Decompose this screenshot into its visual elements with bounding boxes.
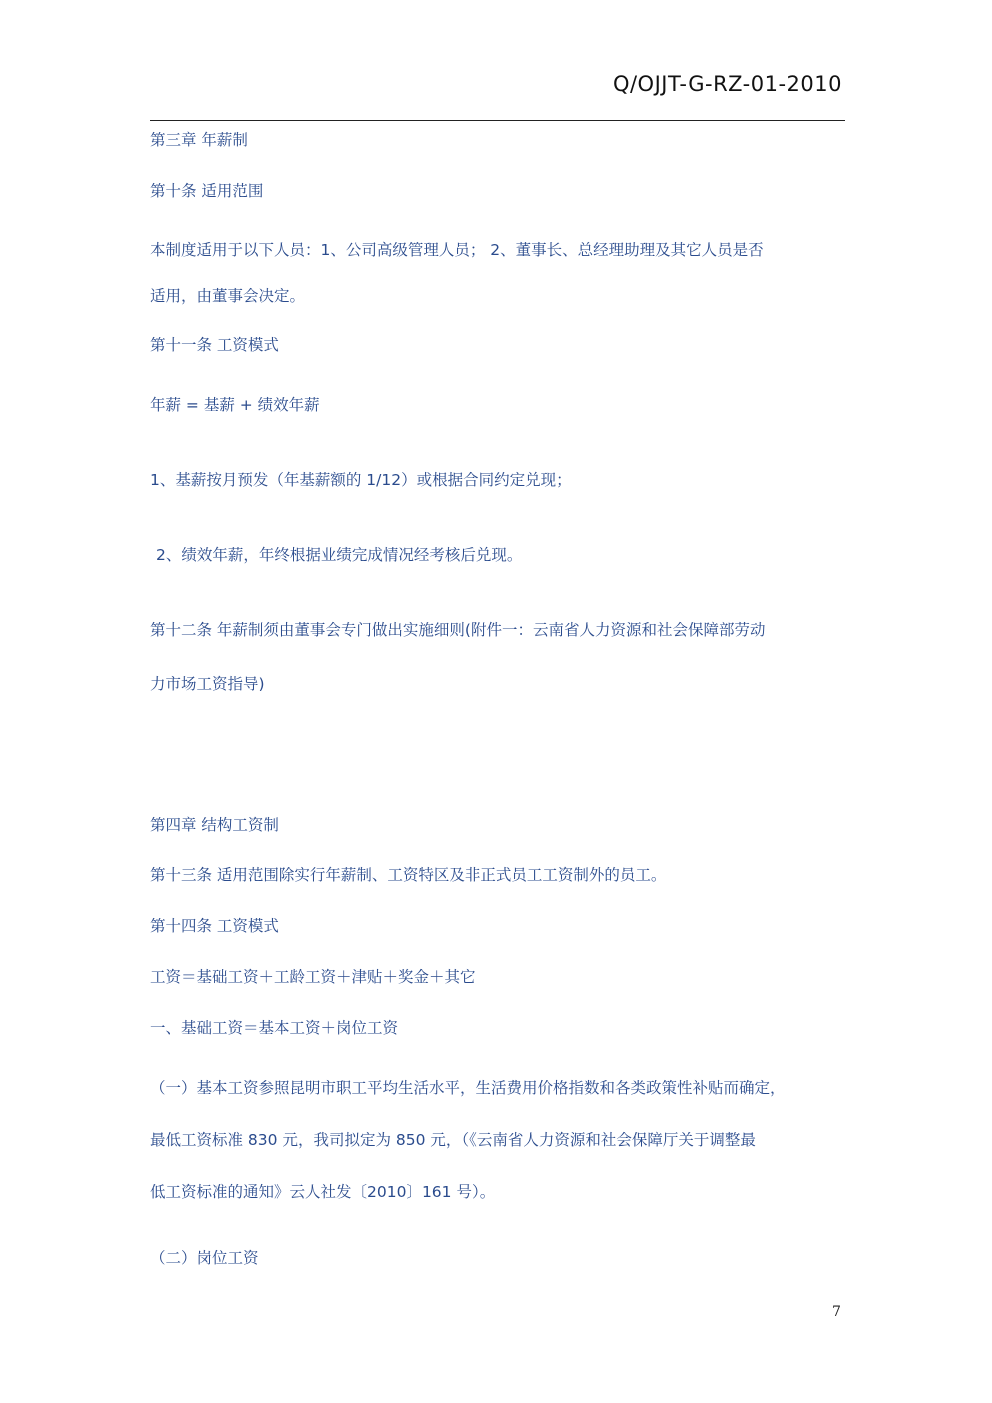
article-12-text-line-2: 力市场工资指导) xyxy=(150,675,265,693)
chapter-4-title: 第四章 结构工资制 xyxy=(150,816,279,834)
article-10-text-line-2: 适用，由董事会决定。 xyxy=(150,287,306,305)
article-12-text-line-1: 第十二条 年薪制须由董事会专门做出实施细则(附件一：云南省人力资源和社会保障部劳动 xyxy=(150,621,766,639)
basic-wage-text-line-3: 低工资标准的通知》云人社发〔2010〕161 号）。 xyxy=(150,1183,496,1201)
article-11-title: 第十一条 工资模式 xyxy=(150,336,279,354)
article-11-item-2: 2、绩效年薪，年终根据业绩完成情况经考核后兑现。 xyxy=(156,546,523,564)
article-11-item-1: 1、基薪按月预发（年基薪额的 1/12）或根据合同约定兑现； xyxy=(150,471,572,489)
document-code: Q/OJJT-G-RZ-01-2010 xyxy=(612,72,842,96)
article-13-text: 第十三条 适用范围除实行年薪制、工资特区及非正式员工工资制外的员工。 xyxy=(150,866,667,884)
basic-wage-text-line-2: 最低工资标准 830 元，我司拟定为 850 元，（《云南省人力资源和社会保障厅关于调整最 xyxy=(150,1131,756,1149)
page-number: 7 xyxy=(832,1304,841,1320)
article-10-title: 第十条 适用范围 xyxy=(150,182,264,200)
chapter-3-title: 第三章 年薪制 xyxy=(150,131,248,149)
article-14-title: 第十四条 工资模式 xyxy=(150,917,279,935)
basic-wage-text-line-1: （一）基本工资参照昆明市职工平均生活水平，生活费用价格指数和各类政策性补贴而确定， xyxy=(150,1079,786,1097)
position-wage-title: （二）岗位工资 xyxy=(150,1249,259,1267)
article-14-formula: 工资＝基础工资＋工龄工资＋津贴＋奖金＋其它 xyxy=(150,968,476,986)
header-rule xyxy=(150,120,845,121)
article-11-formula: 年薪 = 基薪 + 绩效年薪 xyxy=(150,396,320,414)
article-10-text-line-1: 本制度适用于以下人员：1、公司高级管理人员； 2、董事长、总经理助理及其它人员是否 xyxy=(150,241,764,259)
article-14-item-1: 一、基础工资＝基本工资＋岗位工资 xyxy=(150,1019,399,1037)
